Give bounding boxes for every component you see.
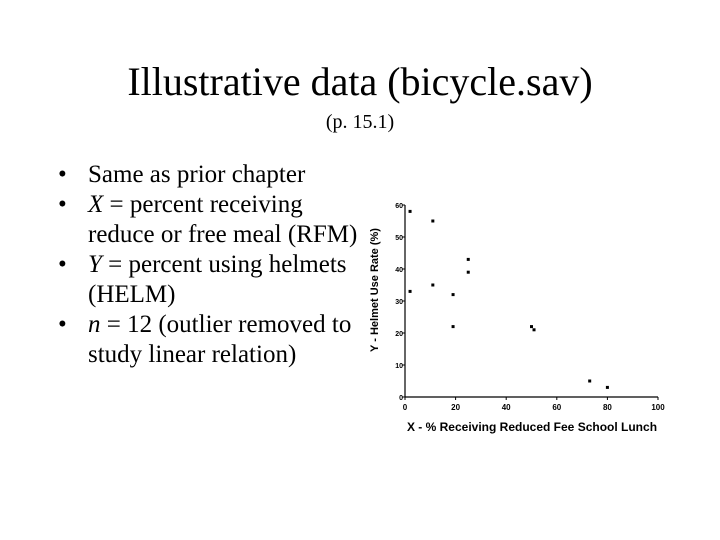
data-point: [431, 284, 434, 287]
y-tick-label: 60: [395, 203, 403, 210]
data-point: [431, 220, 434, 223]
data-point: [606, 386, 609, 389]
data-point: [452, 325, 455, 328]
data-point: [452, 293, 455, 296]
bullet-text: = 12 (outlier removed to study linear relation): [88, 311, 352, 368]
y-tick-label: 20: [395, 331, 403, 338]
x-tick-label: 0: [402, 403, 408, 412]
variable-symbol: Y: [88, 251, 102, 278]
bullet-list: [58, 160, 358, 370]
data-point: [467, 271, 470, 274]
bullet-text: Same as prior chapter: [88, 161, 306, 188]
data-point: [533, 328, 536, 331]
chart-points: [409, 210, 609, 389]
x-tick-label: 40: [501, 403, 511, 412]
y-axis-label: Y - Helmet Use Rate (%): [369, 228, 381, 352]
y-tick-label: 40: [395, 267, 403, 274]
chart-ticks: [395, 203, 665, 412]
bullet-text: = percent receiving reduce or free meal (RFM): [88, 191, 358, 248]
slide-title: Illustrative data (bicycle.sav): [127, 59, 593, 104]
x-tick-label: 80: [602, 403, 612, 412]
x-tick-label: 20: [451, 403, 461, 412]
bullet-item: [58, 310, 358, 370]
data-point: [530, 325, 533, 328]
variable-symbol: n: [88, 311, 101, 338]
data-point: [588, 380, 591, 383]
data-point: [409, 290, 412, 293]
bullet-text: = percent using helmets (HELM): [88, 251, 347, 308]
slide-subtitle: (p. 15.1): [325, 111, 395, 133]
x-axis-label: X - % Receiving Reduced Fee School Lunch: [406, 420, 658, 434]
y-tick-label: 50: [395, 235, 403, 242]
bullet-item: [58, 160, 358, 190]
bullet-item: [58, 250, 358, 310]
y-tick-label: 0: [399, 395, 403, 402]
data-point: [467, 258, 470, 261]
variable-symbol: X: [88, 191, 104, 218]
bullet-item: [58, 190, 358, 250]
scatter-chart: [360, 190, 680, 440]
y-tick-label: 30: [395, 299, 403, 306]
chart-axes: [405, 205, 658, 397]
x-tick-label: 60: [552, 403, 562, 412]
data-point: [409, 210, 412, 213]
y-tick-label: 10: [395, 363, 403, 370]
x-tick-label: 100: [651, 403, 665, 412]
